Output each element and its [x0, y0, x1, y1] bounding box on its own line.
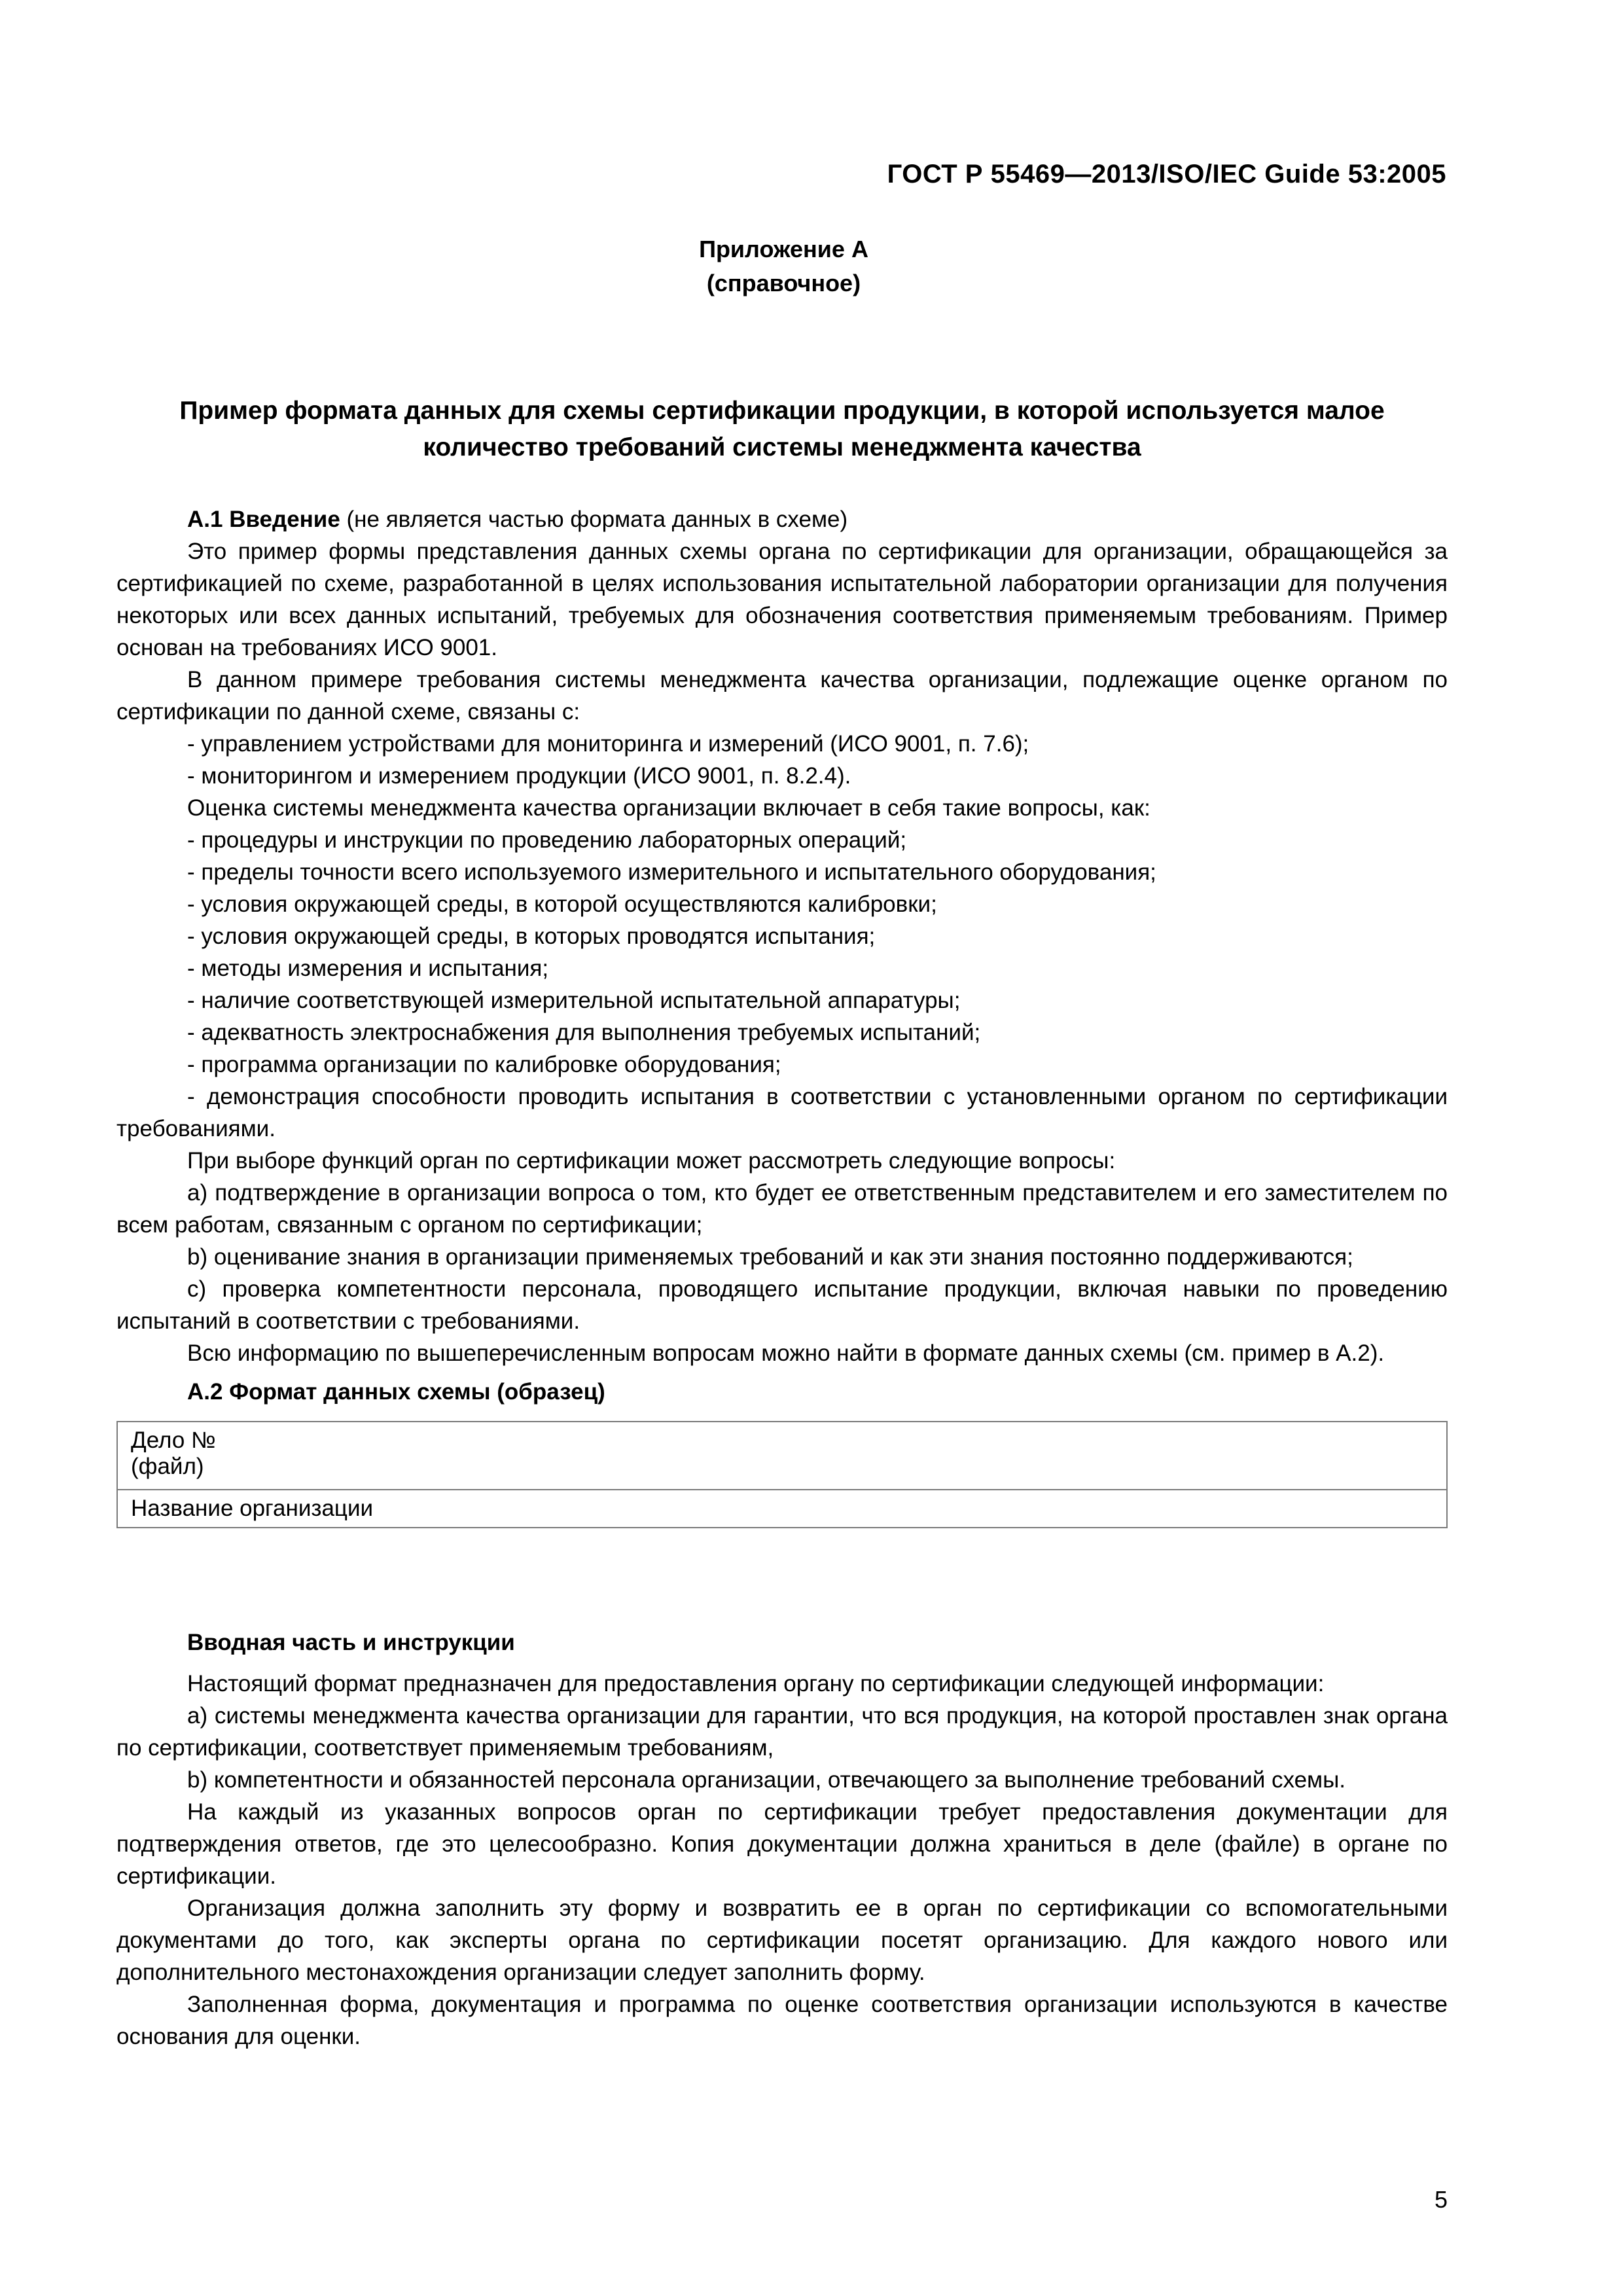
scheme-data-table: [116, 1421, 1448, 1528]
section-a1-heading-bold: А.1 Введение: [187, 507, 340, 532]
file-number-label: Дело №: [131, 1427, 216, 1453]
list-item: - методы измерения и испытания;: [187, 956, 549, 981]
list-item: c) проверка компетентности персонала, проводящего испытание продукции, включая навыки по проведению испытаний в соответствии с требованиями.: [116, 1276, 1448, 1334]
intro-heading: Вводная часть и инструкции: [187, 1630, 515, 1655]
paragraph: Оценка системы менеджмента качества организации включает в себя такие вопросы, как:: [187, 795, 1150, 821]
document-code: ГОСТ Р 55469—2013/ISO/IEC Guide 53:2005: [887, 160, 1446, 188]
paragraph: Организация должна заполнить эту форму и возвратить ее в орган по сертификации со вспомогательными документами до того, как эксперты органа по сертификации посетят организацию. Для каждого нового или дополнительного местонахождения организации следует заполнить форму.: [116, 1895, 1448, 1985]
list-item: а) системы менеджмента качества организации для гарантии, что вся продукция, на которой проставлен знак органа по сертификации, соответствует применяемым требованиям,: [116, 1703, 1448, 1761]
section-a2-heading: А.2 Формат данных схемы (образец): [187, 1379, 605, 1405]
list-item: - условия окружающей среды, в которой осуществляются калибровки;: [187, 891, 937, 917]
list-item: - управлением устройствами для мониторинга и измерений (ИСО 9001, п. 7.6);: [187, 731, 1029, 757]
annex-title-line2: количество требований системы менеджмента качества: [423, 433, 1141, 461]
section-a1-heading: [116, 503, 1448, 535]
list-item: - наличие соответствующей измерительной испытательной аппаратуры;: [187, 988, 961, 1013]
annex-title: [116, 393, 1448, 466]
list-item: - условия окружающей среды, в которых проводятся испытания;: [187, 924, 876, 949]
paragraph: Это пример формы представления данных схемы органа по сертификации для организации, обращающейся за сертификацией по схеме, разработанной в целях использования испытательной лаборатории организации для получения некоторых или всех данных испытаний, требуемых для обозначения соответствия применяемым требованиям. Пример основан на требованиях ИСО 9001.: [116, 539, 1448, 660]
list-item: - пределы точности всего используемого измерительного и испытательного оборудования;: [187, 859, 1156, 885]
organization-name-cell: Название организации: [117, 1490, 1447, 1528]
list-item: - демонстрация способности проводить испытания в соответствии с установленными органом по сертификации требованиями.: [116, 1084, 1448, 1141]
annex-label: [0, 232, 1567, 300]
annex-title-line1: Пример формата данных для схемы сертификации продукции, в которой используется малое: [179, 397, 1385, 425]
list-item: - программа организации по калибровке оборудования;: [187, 1052, 781, 1077]
annex-status: (справочное): [706, 270, 861, 296]
paragraph: Заполненная форма, документация и программа по оценке соответствия организации используются в качестве основания для оценки.: [116, 1992, 1448, 2049]
paragraph: В данном примере требования системы менеджмента качества организации, подлежащие оценке органом по сертификации по данной схеме, связаны с:: [116, 667, 1448, 725]
list-item: - адекватность электроснабжения для выполнения требуемых испытаний;: [187, 1020, 981, 1045]
paragraph: На каждый из указанных вопросов орган по сертификации требует предоставления документации для подтверждения ответов, где это целесообразно. Копия документации должна храниться в деле (файле) в органе по сертификации.: [116, 1799, 1448, 1889]
list-item: b) компетентности и обязанностей персонала организации, отвечающего за выполнение требований схемы.: [187, 1767, 1346, 1793]
table-row: [117, 1422, 1447, 1490]
paragraph: Настоящий формат предназначен для предоставления органу по сертификации следующей информации:: [187, 1671, 1325, 1696]
section-a1-heading-note: (не является частью формата данных в схеме): [340, 507, 848, 532]
table-row: [117, 1490, 1447, 1528]
paragraph: При выборе функций орган по сертификации может рассмотреть следующие вопросы:: [187, 1148, 1116, 1174]
list-item: а) подтверждение в организации вопроса о том, кто будет ее ответственным представителем и его заместителем по всем работам, связанным с органом по сертификации;: [116, 1180, 1448, 1238]
file-number-cell: [117, 1422, 1447, 1490]
list-item: b) оценивание знания в организации применяемых требований и как эти знания постоянно поддерживаются;: [187, 1244, 1353, 1270]
list-item: - мониторингом и измерением продукции (ИСО 9001, п. 8.2.4).: [187, 763, 851, 789]
document-body: [116, 502, 1448, 2053]
file-label: (файл): [131, 1454, 204, 1479]
annex-number: Приложение А: [699, 236, 868, 262]
page-number: 5: [1434, 2186, 1448, 2213]
paragraph: Всю информацию по вышеперечисленным вопросам можно найти в формате данных схемы (см. пример в А.2).: [187, 1340, 1385, 1366]
list-item: - процедуры и инструкции по проведению лабораторных операций;: [187, 827, 907, 853]
